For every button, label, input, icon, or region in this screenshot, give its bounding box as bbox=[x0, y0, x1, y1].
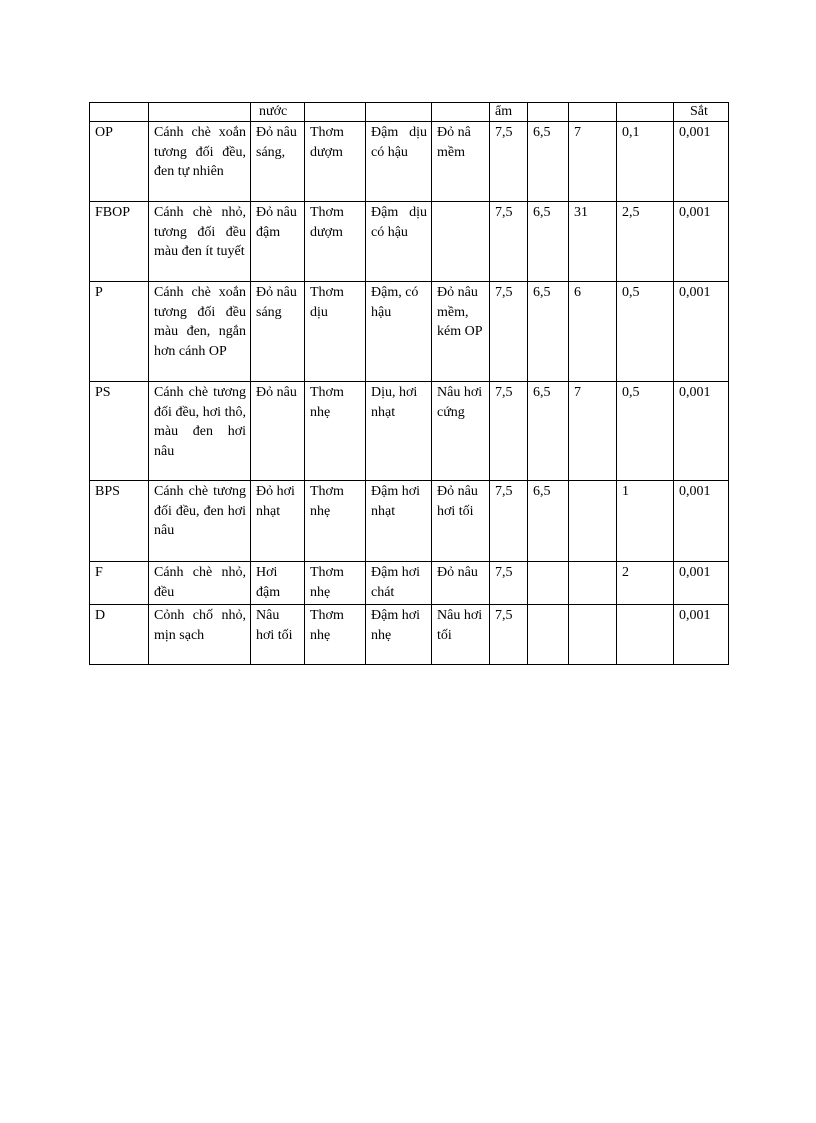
table-cell: 0,1 bbox=[617, 122, 674, 202]
table-cell bbox=[617, 605, 674, 665]
appearance-cell: Cánh chè tương đối đều, đen hơi nâu bbox=[149, 481, 251, 562]
table-cell: Đậm hơi nhạt bbox=[366, 481, 432, 562]
table-cell: Thơm nhẹ bbox=[305, 481, 366, 562]
table-cell: Thơm dượm bbox=[305, 202, 366, 282]
table-cell: 7,5 bbox=[490, 562, 528, 605]
table-cell: Đỏ nâu mềm, kém OP bbox=[432, 282, 490, 382]
table-cell: Đậm, có hậu bbox=[366, 282, 432, 382]
table-cell: 7,5 bbox=[490, 122, 528, 202]
table-cell: 0,001 bbox=[674, 202, 729, 282]
table-cell: Nâu hơi tối bbox=[251, 605, 305, 665]
table-cell: Thơm dượm bbox=[305, 122, 366, 202]
table-cell: Sắt bbox=[674, 103, 729, 122]
table-cell bbox=[569, 103, 617, 122]
appearance-cell: Cánh chè xoắn tương đối đều, đen tự nhiên bbox=[149, 122, 251, 202]
table-cell: Đỏ hơi nhạt bbox=[251, 481, 305, 562]
table-cell: Đậm dịu có hậu bbox=[366, 122, 432, 202]
table-row bbox=[90, 605, 729, 665]
table-cell: Thơm nhẹ bbox=[305, 382, 366, 481]
table-cell bbox=[569, 605, 617, 665]
appearance-cell: Cỏnh chố nhỏ, mịn sạch bbox=[149, 605, 251, 665]
grade-cell: D bbox=[90, 605, 149, 665]
table-cell: 7,5 bbox=[490, 282, 528, 382]
table-cell: nước bbox=[251, 103, 305, 122]
table-cell bbox=[569, 562, 617, 605]
table-cell: 7,5 bbox=[490, 382, 528, 481]
table-row bbox=[90, 562, 729, 605]
table-cell: Đỏ nâu sáng bbox=[251, 282, 305, 382]
table-cell: 6,5 bbox=[528, 282, 569, 382]
table-cell: 2 bbox=[617, 562, 674, 605]
table-cell: 0,5 bbox=[617, 282, 674, 382]
grade-cell: F bbox=[90, 562, 149, 605]
table-cell bbox=[528, 605, 569, 665]
appearance-cell: Cánh chè tương đối đều, hơi thô, màu đen hơi nâu bbox=[149, 382, 251, 481]
table-cell: 0,001 bbox=[674, 605, 729, 665]
table-cell: 0,5 bbox=[617, 382, 674, 481]
table-cell: 6,5 bbox=[528, 481, 569, 562]
table-cell: Đỏ nâ mềm bbox=[432, 122, 490, 202]
table-cell: Đậm hơi chát bbox=[366, 562, 432, 605]
table-cell: Đậm dịu có hậu bbox=[366, 202, 432, 282]
table-cell bbox=[149, 103, 251, 122]
table-cell: Đỏ nâu bbox=[432, 562, 490, 605]
appearance-cell: Cánh chè nhỏ, tương đối đều màu đen ít tuyết bbox=[149, 202, 251, 282]
table-cell: ẩm bbox=[490, 103, 528, 122]
table-cell: 7,5 bbox=[490, 481, 528, 562]
table-cell: 6,5 bbox=[528, 122, 569, 202]
table-row bbox=[90, 481, 729, 562]
table-cell: 7,5 bbox=[490, 605, 528, 665]
table-cell bbox=[617, 103, 674, 122]
appearance-cell: Cánh chè xoắn tương đối đều màu đen, ngắn hơn cánh OP bbox=[149, 282, 251, 382]
table-cell: 7,5 bbox=[490, 202, 528, 282]
table-cell: 31 bbox=[569, 202, 617, 282]
table-cell: Thơm nhẹ bbox=[305, 562, 366, 605]
table-cell: Đỏ nâu sáng, bbox=[251, 122, 305, 202]
table-row bbox=[90, 122, 729, 202]
grade-cell: BPS bbox=[90, 481, 149, 562]
table-cell: Đỏ nâu hơi tối bbox=[432, 481, 490, 562]
table-cell: 0,001 bbox=[674, 382, 729, 481]
table-cell: 7 bbox=[569, 122, 617, 202]
table-cell: Đậm hơi nhẹ bbox=[366, 605, 432, 665]
grade-cell: OP bbox=[90, 122, 149, 202]
table-row bbox=[90, 382, 729, 481]
table-cell: 6,5 bbox=[528, 382, 569, 481]
table-cell bbox=[305, 103, 366, 122]
tea-quality-table bbox=[89, 102, 729, 665]
table-cell: Đỏ nâu đậm bbox=[251, 202, 305, 282]
table-cell: Hơi đậm bbox=[251, 562, 305, 605]
table-row bbox=[90, 282, 729, 382]
table-cell: 1 bbox=[617, 481, 674, 562]
table-cell bbox=[90, 103, 149, 122]
table-cell bbox=[528, 103, 569, 122]
table-row bbox=[90, 202, 729, 282]
table-cell: 6,5 bbox=[528, 202, 569, 282]
grade-cell: FBOP bbox=[90, 202, 149, 282]
table-cell: Thơm nhẹ bbox=[305, 605, 366, 665]
table-cell: Dịu, hơi nhạt bbox=[366, 382, 432, 481]
table-header-row bbox=[90, 103, 729, 122]
table-cell bbox=[366, 103, 432, 122]
table-cell: 0,001 bbox=[674, 122, 729, 202]
grade-cell: PS bbox=[90, 382, 149, 481]
table-cell: 0,001 bbox=[674, 562, 729, 605]
table-cell: Đỏ nâu bbox=[251, 382, 305, 481]
table-cell: Nâu hơi tối bbox=[432, 605, 490, 665]
table-cell: 6 bbox=[569, 282, 617, 382]
grade-cell: P bbox=[90, 282, 149, 382]
table-cell: Thơm dịu bbox=[305, 282, 366, 382]
table-cell: 7 bbox=[569, 382, 617, 481]
table-cell bbox=[432, 103, 490, 122]
appearance-cell: Cánh chè nhỏ, đều bbox=[149, 562, 251, 605]
table-cell: 0,001 bbox=[674, 282, 729, 382]
table-cell bbox=[569, 481, 617, 562]
table-cell bbox=[432, 202, 490, 282]
table-cell bbox=[528, 562, 569, 605]
table-cell: 2,5 bbox=[617, 202, 674, 282]
table-cell: 0,001 bbox=[674, 481, 729, 562]
table-cell: Nâu hơi cứng bbox=[432, 382, 490, 481]
